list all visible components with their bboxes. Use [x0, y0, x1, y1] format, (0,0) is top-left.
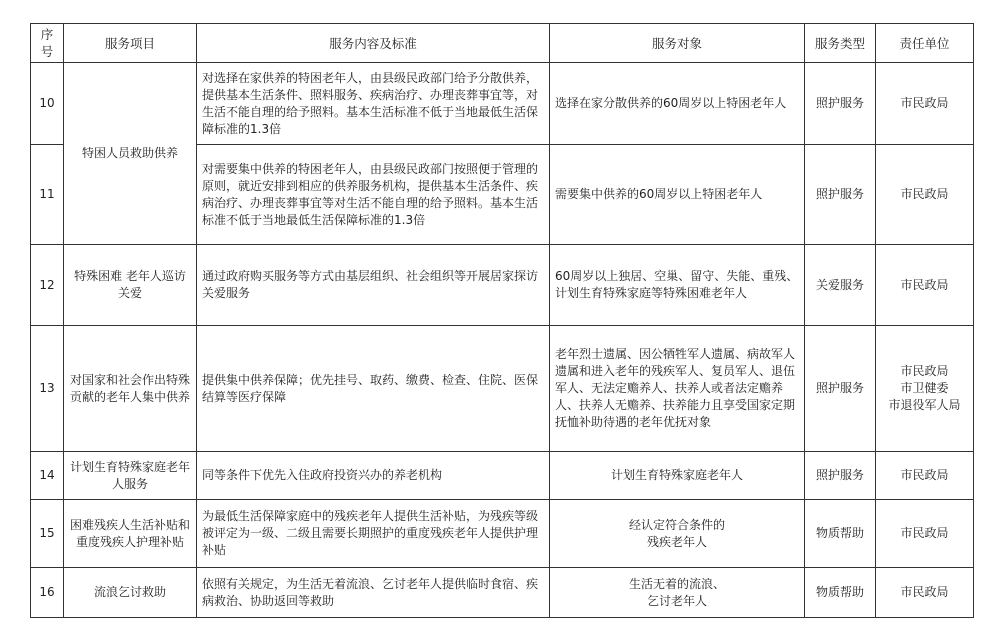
row-no: 16 [31, 568, 64, 618]
row-content: 对选择在家供养的特困老年人，由县级民政部门给予分散供养，提供基本生活条件、照料服务、疾病治疗、办理丧葬事宜等，对生活不能自理的给予照料。基本生活标准不低于当地最低生活保障标准的1.3倍 [197, 63, 550, 145]
row-type: 照护服务 [805, 145, 876, 245]
row-unit: 市民政局 [876, 63, 974, 145]
row-target: 计划生育特殊家庭老年人 [550, 452, 805, 500]
row-item: 困难残疾人生活补贴和重度残疾人护理补贴 [64, 500, 197, 568]
row-unit: 市民政局 [876, 568, 974, 618]
row-no: 14 [31, 452, 64, 500]
table-row [31, 326, 974, 452]
row-target: 经认定符合条件的 残疾老年人 [550, 500, 805, 568]
row-content: 对需要集中供养的特困老年人，由县级民政部门按照便于管理的原则，就近安排到相应的供养服务机构，提供基本生活条件、疾病治疗、办理丧葬事宜等对生活不能自理的给予照料。基本生活标准不低于当地最低生活保障标准的1.3倍 [197, 145, 550, 245]
row-no: 15 [31, 500, 64, 568]
header-row [31, 24, 974, 63]
row-type: 照护服务 [805, 63, 876, 145]
row-unit: 市民政局 [876, 500, 974, 568]
row-target: 需要集中供养的60周岁以上特困老年人 [550, 145, 805, 245]
header-no: 序号 [31, 24, 64, 63]
header-type: 服务类型 [805, 24, 876, 63]
row-content: 为最低生活保障家庭中的残疾老年人提供生活补贴，为残疾等级被评定为一级、二级且需要长期照护的重度残疾老年人提供护理补贴 [197, 500, 550, 568]
row-type: 物质帮助 [805, 568, 876, 618]
header-unit: 责任单位 [876, 24, 974, 63]
header-target: 服务对象 [550, 24, 805, 63]
row-content: 提供集中供养保障；优先挂号、取药、缴费、检查、住院、医保结算等医疗保障 [197, 326, 550, 452]
table-row [31, 245, 974, 326]
table-row [31, 452, 974, 500]
row-item: 流浪乞讨救助 [64, 568, 197, 618]
row-target: 选择在家分散供养的60周岁以上特困老年人 [550, 63, 805, 145]
row-no: 12 [31, 245, 64, 326]
row-type: 物质帮助 [805, 500, 876, 568]
row-target: 老年烈士遗属、因公牺牲军人遗属、病故军人遗属和进入老年的残疾军人、复员军人、退伍军人、无法定赡养人、扶养人或者法定赡养人、扶养人无赡养、扶养能力且享受国家定期抚恤补助待遇的老年优抚对象 [550, 326, 805, 452]
row-unit: 市民政局 [876, 245, 974, 326]
row-content: 通过政府购买服务等方式由基层组织、社会组织等开展居家探访关爱服务 [197, 245, 550, 326]
row-content: 同等条件下优先入住政府投资兴办的养老机构 [197, 452, 550, 500]
row-type: 照护服务 [805, 326, 876, 452]
table-row [31, 500, 974, 568]
row-item: 特殊困难 老年人巡访关爱 [64, 245, 197, 326]
table-row [31, 568, 974, 618]
services-table [30, 23, 974, 618]
row-target: 生活无着的流浪、 乞讨老年人 [550, 568, 805, 618]
row-unit: 市民政局 市卫健委 市退役军人局 [876, 326, 974, 452]
row-unit: 市民政局 [876, 452, 974, 500]
table-row [31, 63, 974, 145]
row-no: 13 [31, 326, 64, 452]
row-no: 10 [31, 63, 64, 145]
row-type: 关爱服务 [805, 245, 876, 326]
row-no: 11 [31, 145, 64, 245]
header-content: 服务内容及标准 [197, 24, 550, 63]
row-type: 照护服务 [805, 452, 876, 500]
row-item: 对国家和社会作出特殊贡献的老年人集中供养 [64, 326, 197, 452]
header-item: 服务项目 [64, 24, 197, 63]
row-item: 计划生育特殊家庭老年人服务 [64, 452, 197, 500]
row-target: 60周岁以上独居、空巢、留守、失能、重残、计划生育特殊家庭等特殊困难老年人 [550, 245, 805, 326]
row-content: 依照有关规定，为生活无着流浪、乞讨老年人提供临时食宿、疾病救治、协助返回等救助 [197, 568, 550, 618]
row-unit: 市民政局 [876, 145, 974, 245]
row-item: 特困人员救助供养 [64, 63, 197, 245]
